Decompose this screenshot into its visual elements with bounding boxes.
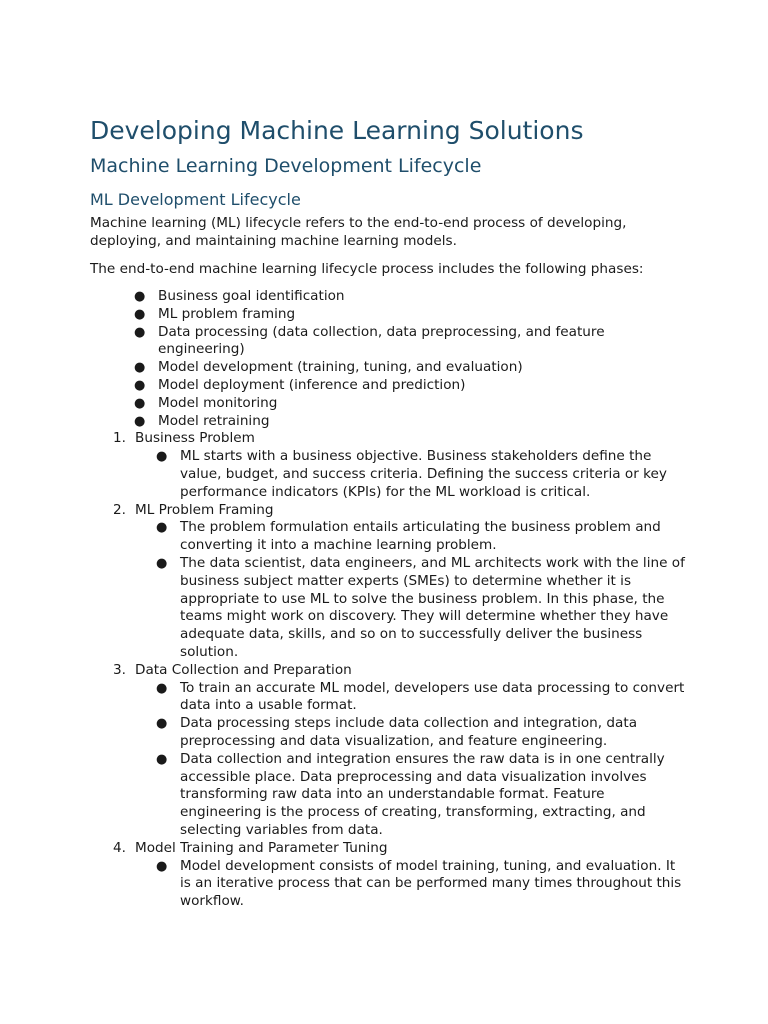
bullet-icon: ● (134, 306, 146, 322)
steps-list (90, 430, 690, 911)
bullet-icon: ● (134, 377, 146, 393)
phase-text: Model development (training, tuning, and evaluation) (158, 359, 523, 376)
phase-item (134, 412, 690, 431)
step-point-text: Data processing steps include data collection and integration, data preprocessing and data visualization, and feature engineering. (180, 715, 638, 749)
phase-text: Model monitoring (158, 394, 278, 411)
bullet-icon: ● (156, 449, 168, 465)
bullet-icon: ● (156, 751, 168, 767)
step-points (135, 448, 690, 501)
bullet-icon: ● (156, 680, 168, 696)
intro-paragraph: Machine learning (ML) lifecycle refers to the end-to-end process of developing, deploying, and maintaining machine learning models. (90, 215, 627, 249)
step-points (135, 858, 690, 911)
bullet-icon: ● (134, 324, 146, 340)
step-point (156, 715, 690, 751)
phase-text: ML problem framing (158, 305, 296, 322)
phase-item (134, 323, 690, 360)
step-title: ML Problem Framing (135, 501, 274, 518)
step-point-text: Model development consists of model training, tuning, and evaluation. It is an iterative process that can be performed many times throughout this workflow. (180, 857, 682, 910)
step-point-text: To train an accurate ML model, developers use data processing to convert data into a usable format. (180, 679, 685, 714)
phases-list (90, 288, 690, 430)
bullet-icon: ● (134, 360, 146, 376)
step-point (156, 750, 690, 840)
bullet-icon: ● (156, 858, 168, 874)
step-number: 3. (113, 661, 126, 678)
step-point-text: The data scientist, data engineers, and ML architects work with the line of business subject matter experts (SMEs) to determine whether it is appropriate to use ML to solve the business problem. In this phase, the teams might work on discovery. They will determine whether they have adequate data, skills, and so on to successfully deliver the business solution. (180, 554, 685, 660)
step-point-text: Data collection and integration ensures the raw data is in one centrally accessible place. Data preprocessing and data visualization involves transforming raw data into an understandable format. Feature engineering is the process of creating, transforming, extracting, and selecting variables from data. (180, 750, 665, 838)
document-subtitle: Machine Learning Development Lifecycle (90, 155, 482, 177)
step-points (135, 680, 690, 840)
step-item (113, 501, 690, 662)
phase-item (134, 359, 690, 377)
step-point-text: ML starts with a business objective. Business stakeholders define the value, budget, and success criteria. Defining the success criteria or key performance indicators (KPIs) for the ML workload is critical. (180, 448, 667, 500)
phase-text: Model deployment (inference and prediction) (158, 376, 466, 393)
phases-intro-paragraph: The end-to-end machine learning lifecycle process includes the following phases: (90, 261, 644, 277)
phase-text: Business goal identification (158, 288, 345, 304)
step-number: 1. (113, 430, 126, 447)
step-item (113, 430, 690, 501)
bullet-icon: ● (156, 520, 168, 536)
phase-text: Data processing (data collection, data preprocessing, and feature engineering) (158, 323, 605, 358)
step-title: Business Problem (135, 430, 255, 447)
phase-item (134, 394, 690, 413)
step-point (156, 554, 690, 662)
step-item (113, 661, 690, 840)
phase-item (134, 376, 690, 395)
phase-item (134, 288, 690, 306)
step-number: 4. (113, 839, 126, 856)
step-point (156, 679, 690, 716)
step-title: Model Training and Parameter Tuning (135, 839, 388, 856)
document-page (90, 114, 690, 911)
section-heading: ML Development Lifecycle (90, 190, 301, 209)
step-point (156, 448, 690, 501)
phase-text: Model retraining (158, 412, 270, 429)
step-item (113, 839, 690, 911)
bullet-icon: ● (134, 395, 146, 411)
step-title: Data Collection and Preparation (135, 661, 352, 678)
step-number: 2. (113, 501, 126, 518)
bullet-icon: ● (134, 413, 146, 429)
bullet-icon: ● (134, 289, 146, 304)
bullet-icon: ● (156, 716, 168, 732)
document-title: Developing Machine Learning Solutions (90, 116, 584, 145)
bullet-icon: ● (156, 555, 168, 571)
step-point (156, 519, 690, 555)
step-points (135, 519, 690, 661)
step-point (156, 857, 690, 911)
phase-item (134, 305, 690, 324)
step-point-text: The problem formulation entails articulating the business problem and converting it into a machine learning problem. (180, 519, 661, 554)
